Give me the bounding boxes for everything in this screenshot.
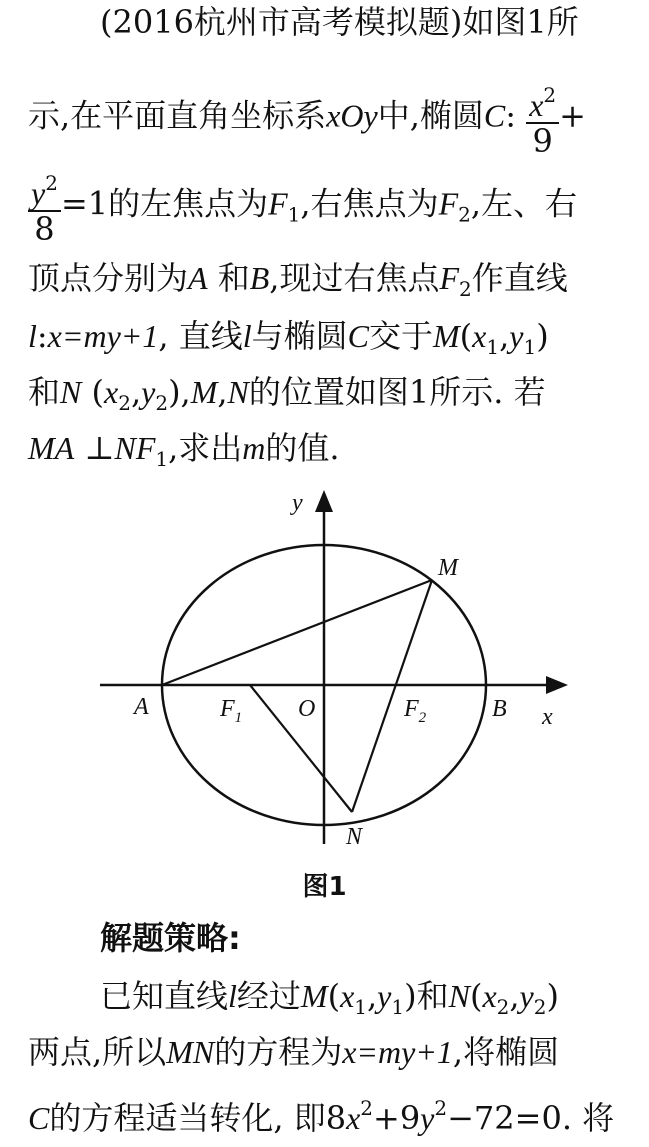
problem-line-1 bbox=[100, 2, 579, 42]
label-m: M bbox=[438, 555, 458, 581]
text-segment: ( bbox=[459, 317, 473, 355]
label-f1: $F_1$ bbox=[220, 696, 243, 726]
math-x: x bbox=[340, 978, 355, 1014]
text-segment: ,右焦点为 bbox=[300, 184, 439, 223]
text-segment: 的方程为 bbox=[214, 1033, 343, 1071]
solution-line-3 bbox=[28, 1088, 614, 1138]
problem-line-5 bbox=[28, 316, 549, 367]
math-l: l bbox=[242, 318, 252, 354]
problem-line-3 bbox=[28, 166, 577, 246]
math-m-var: m bbox=[242, 430, 266, 466]
math-line-equation: x=my+1 bbox=[342, 1034, 453, 1070]
subscript: 2 bbox=[496, 995, 510, 1019]
math-f: F bbox=[268, 185, 288, 222]
text-segment: 两点,所以 bbox=[28, 1033, 167, 1071]
label-x-axis: x bbox=[542, 704, 553, 730]
segment-am bbox=[162, 580, 432, 685]
text-segment: ,将椭圆 bbox=[452, 1033, 560, 1071]
math-y: y bbox=[509, 318, 524, 354]
text-segment: 和 bbox=[207, 259, 250, 297]
math-x: x bbox=[482, 978, 497, 1014]
subscript: 1 bbox=[391, 995, 405, 1019]
problem-line-2 bbox=[28, 78, 586, 158]
subscript: 2 bbox=[533, 995, 547, 1019]
subscript: 1 bbox=[523, 335, 537, 359]
text-segment: ) bbox=[404, 977, 417, 1015]
math-l: l bbox=[28, 318, 37, 354]
subscript: 2 bbox=[459, 277, 472, 301]
math-n: N bbox=[60, 374, 82, 410]
text-segment: 顶点分别为 bbox=[28, 259, 189, 297]
subscript: 1 bbox=[287, 202, 301, 227]
text-segment: 和 bbox=[416, 977, 449, 1015]
ellipse-figure bbox=[0, 482, 649, 862]
math-m: M bbox=[190, 374, 218, 410]
math-y: y bbox=[519, 978, 534, 1014]
math-l: l bbox=[228, 978, 237, 1014]
label-o: O bbox=[298, 696, 316, 722]
math-c: C bbox=[483, 97, 506, 134]
text-segment: 交于 bbox=[368, 317, 433, 355]
subscript: 1 bbox=[354, 995, 367, 1019]
text-segment: ) bbox=[536, 317, 549, 355]
label-b: B bbox=[492, 696, 507, 722]
text-segment: 的值. bbox=[265, 429, 340, 467]
text-segment: : bbox=[505, 96, 517, 135]
label-a: A bbox=[134, 694, 149, 720]
figure-caption: 图1 bbox=[302, 872, 347, 902]
math-y: y bbox=[141, 374, 156, 410]
fraction-x2-over-9 bbox=[526, 78, 559, 158]
segment-mn bbox=[352, 580, 432, 812]
math-c: C bbox=[28, 1100, 50, 1136]
problem-line-6 bbox=[28, 372, 546, 423]
text-segment: 中,椭圆 bbox=[377, 96, 484, 135]
denominator: 9 bbox=[532, 122, 553, 160]
text-segment: ( bbox=[81, 373, 105, 411]
text-segment: ,左、右 bbox=[470, 184, 578, 223]
math-c: C bbox=[347, 318, 369, 354]
denominator: 8 bbox=[34, 210, 55, 248]
text-segment: 作直线 bbox=[471, 259, 568, 297]
text-segment: : bbox=[36, 317, 48, 355]
superscript: 2 bbox=[45, 171, 58, 195]
solution-line-1 bbox=[100, 976, 559, 1027]
subscript: 1 bbox=[486, 335, 500, 359]
text-segment: =1的左焦点为 bbox=[60, 184, 269, 223]
text-segment: ,现过右焦点 bbox=[269, 259, 440, 297]
text-segment: ) bbox=[168, 373, 181, 411]
text-segment: , bbox=[509, 977, 520, 1015]
subscript: 2 bbox=[458, 202, 471, 227]
superscript: 2 bbox=[434, 1096, 448, 1120]
math-y: y bbox=[377, 978, 392, 1014]
text-segment: 与椭圆 bbox=[251, 317, 348, 355]
math-y: y bbox=[420, 1100, 435, 1136]
problem-line-4 bbox=[28, 258, 568, 309]
math-ma: MA bbox=[28, 430, 75, 466]
math-f: F bbox=[438, 185, 459, 222]
math-a: A bbox=[188, 260, 208, 296]
math-x: x bbox=[104, 374, 119, 410]
math-y: y bbox=[31, 175, 46, 211]
text-segment: , 直线 bbox=[158, 317, 243, 355]
label-y-axis: y bbox=[292, 490, 303, 516]
math-x: x bbox=[472, 318, 487, 354]
text-segment: ,求出 bbox=[168, 429, 243, 467]
text-segment: 的方程适当转化, 即 bbox=[49, 1099, 326, 1137]
fraction-y2-over-8 bbox=[28, 166, 61, 246]
math-line-equation: x=my+1 bbox=[47, 318, 159, 354]
math-n: N bbox=[448, 978, 470, 1014]
math-xoy: xOy bbox=[326, 97, 378, 134]
y-axis-arrow bbox=[315, 490, 333, 512]
text-segment: ( bbox=[469, 977, 483, 1015]
text-segment: , bbox=[367, 977, 378, 1015]
math-x: x bbox=[346, 1100, 361, 1136]
subscript: 1 bbox=[155, 447, 169, 471]
text-segment: ) bbox=[546, 977, 559, 1015]
superscript: 2 bbox=[543, 83, 557, 107]
x-axis-arrow bbox=[546, 676, 568, 694]
math-f: F bbox=[439, 260, 460, 296]
math-x: x bbox=[529, 87, 544, 123]
subscript: 2 bbox=[118, 391, 131, 415]
math-n: N bbox=[227, 374, 249, 410]
subscript: 2 bbox=[155, 391, 169, 415]
text-segment: −72=0. 将 bbox=[447, 1099, 615, 1137]
text-segment: 和 bbox=[28, 373, 61, 411]
superscript: 2 bbox=[360, 1096, 373, 1120]
text-segment: , bbox=[130, 373, 142, 411]
math-nf: NF bbox=[114, 430, 156, 466]
math-m: M bbox=[300, 978, 328, 1014]
text-segment: +9 bbox=[373, 1099, 421, 1137]
text-segment: 示,在平面直角坐标系 bbox=[28, 96, 327, 135]
text-segment: , bbox=[217, 373, 228, 411]
solution-line-2 bbox=[28, 1032, 559, 1072]
solution-heading: 解题策略: bbox=[100, 919, 241, 957]
problem-line-7 bbox=[28, 428, 340, 479]
text-segment: ⊥ bbox=[74, 429, 115, 467]
text-segment: , bbox=[180, 373, 191, 411]
text-segment: 已知直线 bbox=[100, 977, 229, 1015]
math-b: B bbox=[249, 260, 270, 296]
text-segment: 经过 bbox=[236, 977, 301, 1015]
text-segment: + bbox=[559, 96, 586, 135]
text-segment: 8 bbox=[325, 1099, 347, 1137]
text-segment: ( bbox=[327, 977, 341, 1015]
label-f2: $F_2$ bbox=[404, 696, 427, 726]
math-m: M bbox=[433, 318, 460, 354]
text-segment: 的位置如图1所示. 若 bbox=[248, 373, 546, 411]
label-n: N bbox=[346, 824, 363, 850]
text-segment: , bbox=[499, 317, 510, 355]
problem-source-text: (2016杭州市高考模拟题)如图1所 bbox=[100, 3, 579, 41]
math-mn: MN bbox=[166, 1034, 215, 1070]
